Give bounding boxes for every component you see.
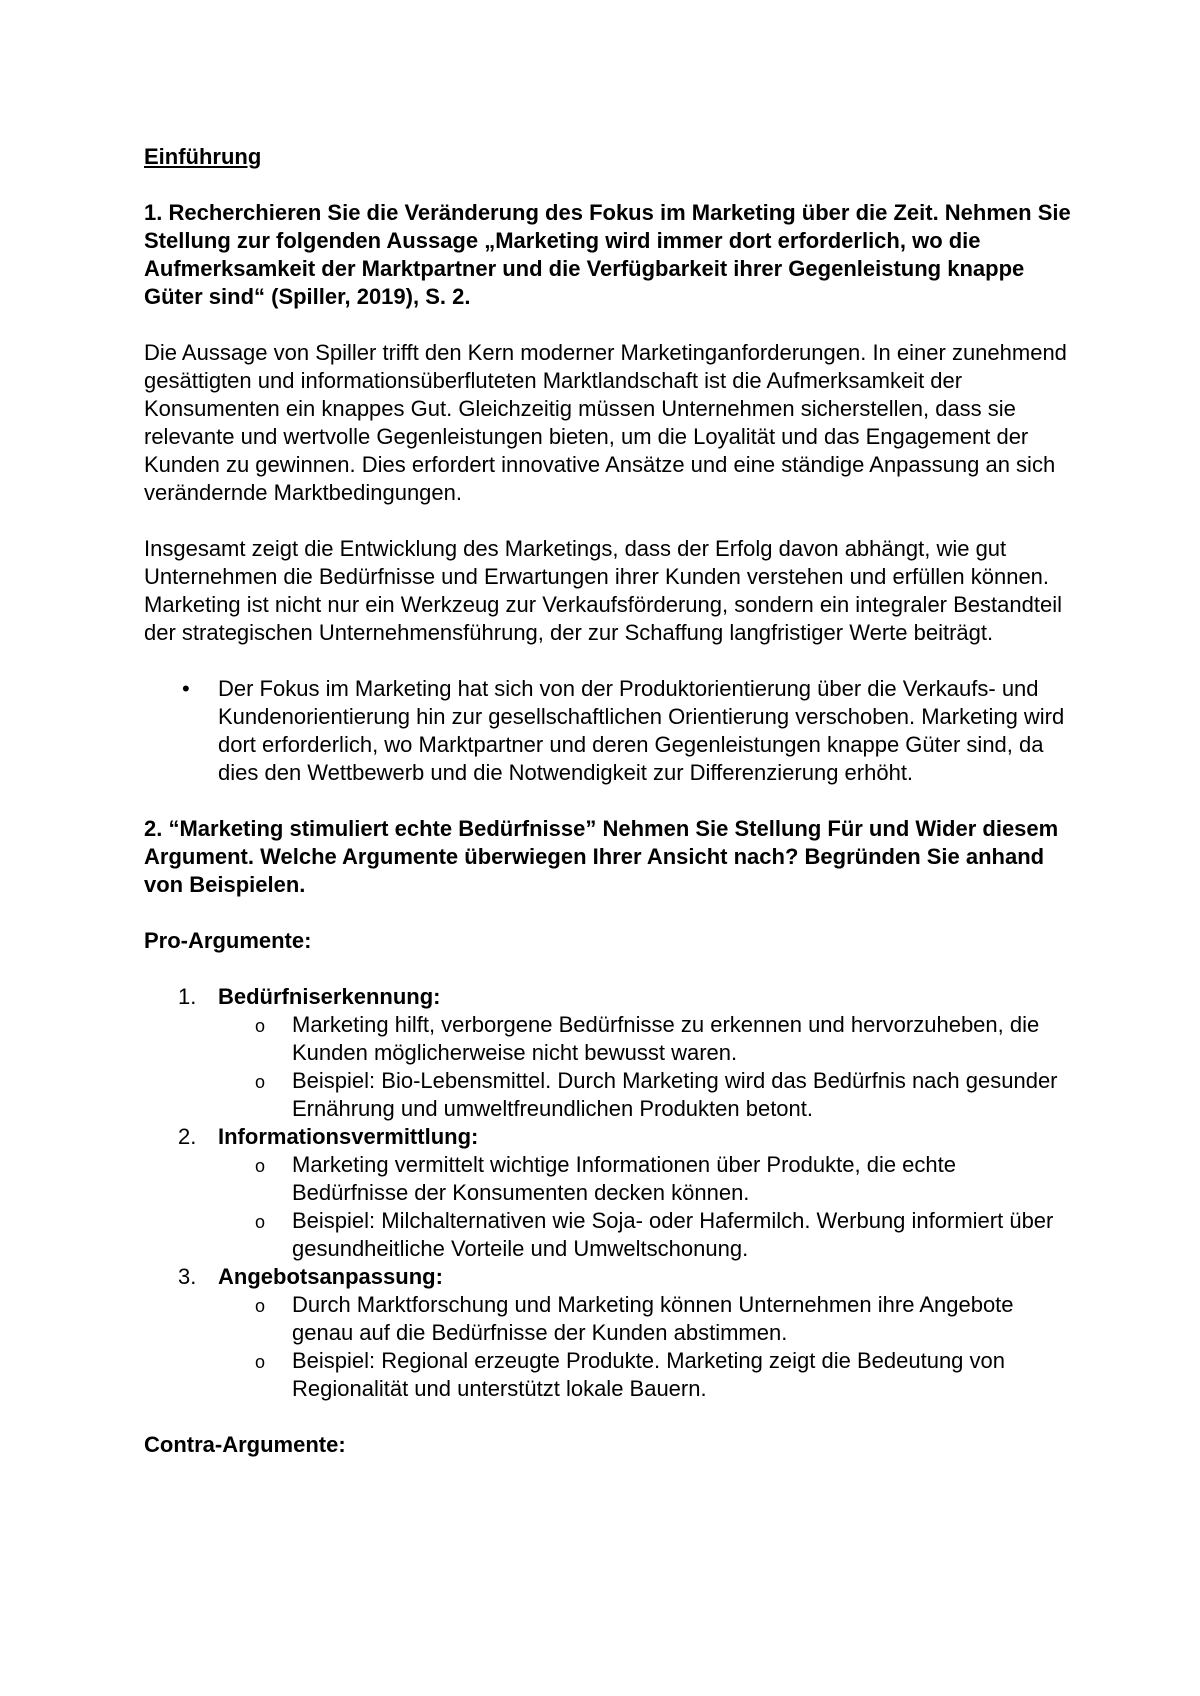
sub-item bbox=[218, 1011, 1074, 1067]
question-2-text: 2. “Marketing stimuliert echte Bedürfnisse” Nehmen Sie Stellung Für und Wider diesem Argument. Welche Argumente überwiegen Ihrer Ansicht nach? Begründen Sie anhand von Beispielen. bbox=[144, 816, 1059, 897]
sub-item-text: Beispiel: Milchalternativen wie Soja- oder Hafermilch. Werbung informiert über gesundheitliche Vorteile und Umweltschonung. bbox=[292, 1208, 1054, 1261]
sub-item bbox=[218, 1151, 1074, 1207]
contra-arguments-label: Contra-Argumente: bbox=[144, 1432, 346, 1457]
pro-argument-item bbox=[144, 1263, 1074, 1403]
bullet-list bbox=[144, 675, 1074, 787]
paragraph-1 bbox=[144, 339, 1074, 507]
sub-list bbox=[218, 1291, 1074, 1403]
bullet-text: Der Fokus im Marketing hat sich von der Produktorientierung über die Verkaufs- und Kundenorientierung hin zur gesellschaftlichen Orientierung verschoben. Marketing wird dort erforderlich, wo Marktpartner und deren Gegenleistungen knappe Güter sind, da dies den Wettbewerb und die Notwendigkeit zur Differenzierung erhöht. bbox=[218, 676, 1065, 785]
item-title: Angebotsanpassung: bbox=[218, 1264, 443, 1289]
circle-bullet-icon: o bbox=[255, 1016, 266, 1036]
sub-list bbox=[218, 1011, 1074, 1123]
circle-bullet-icon: o bbox=[255, 1156, 266, 1176]
sub-item-text: Marketing hilft, verborgene Bedürfnisse zu erkennen und hervorzuheben, die Kunden möglicherweise nicht bewusst waren. bbox=[292, 1012, 1040, 1065]
sub-list bbox=[218, 1151, 1074, 1263]
paragraph-2 bbox=[144, 535, 1074, 647]
circle-bullet-icon: o bbox=[255, 1212, 266, 1232]
item-number: 2. bbox=[178, 1124, 197, 1149]
bullet-item bbox=[144, 675, 1074, 787]
item-title: Informationsvermittlung: bbox=[218, 1124, 479, 1149]
sub-item bbox=[218, 1067, 1074, 1123]
circle-bullet-icon: o bbox=[255, 1296, 266, 1316]
pro-argument-item bbox=[144, 983, 1074, 1123]
question-1-title bbox=[144, 199, 1074, 311]
circle-bullet-icon: o bbox=[255, 1352, 266, 1372]
sub-item-text: Marketing vermittelt wichtige Informationen über Produkte, die echte Bedürfnisse der Konsumenten decken können. bbox=[292, 1152, 956, 1205]
document-content bbox=[144, 143, 1074, 1487]
sub-item-text: Durch Marktforschung und Marketing können Unternehmen ihre Angebote genau auf die Bedürfnisse der Kunden abstimmen. bbox=[292, 1292, 1014, 1345]
pro-arguments-list bbox=[144, 983, 1074, 1403]
sub-item bbox=[218, 1207, 1074, 1263]
question-2-title bbox=[144, 815, 1074, 899]
sub-item-text: Beispiel: Regional erzeugte Produkte. Marketing zeigt die Bedeutung von Regionalität und unterstützt lokale Bauern. bbox=[292, 1348, 1006, 1401]
sub-item-text: Beispiel: Bio-Lebensmittel. Durch Marketing wird das Bedürfnis nach gesunder Ernährung und umweltfreundlichen Produkten betont. bbox=[292, 1068, 1058, 1121]
pro-arguments-label: Pro-Argumente: bbox=[144, 928, 312, 953]
paragraph-1-text: Die Aussage von Spiller trifft den Kern moderner Marketinganforderungen. In einer zunehmend gesättigten und informationsüberfluteten Marktlandschaft ist die Aufmerksamkeit der Konsumenten ein knappes Gut. Gleichzeitig müssen Unternehmen sicherstellen, dass sie relevante und wertvolle Gegenleistungen bieten, um die Loyalität und das Engagement der Kunden zu gewinnen. Dies erfordert innovative Ansätze und eine ständige Anpassung an sich verändernde Marktbedingungen. bbox=[144, 340, 1067, 505]
circle-bullet-icon: o bbox=[255, 1072, 266, 1092]
sub-item bbox=[218, 1347, 1074, 1403]
section-heading: Einführung bbox=[144, 144, 262, 169]
bullet-dot-icon: • bbox=[182, 676, 190, 701]
paragraph-2-text: Insgesamt zeigt die Entwicklung des Marketings, dass der Erfolg davon abhängt, wie gut Unternehmen die Bedürfnisse und Erwartungen ihrer Kunden verstehen und erfüllen können. Marketing ist nicht nur ein Werkzeug zur Verkaufsförderung, sondern ein integraler Bestandteil der strategischen Unternehmensführung, der zur Schaffung langfristiger Werte beiträgt. bbox=[144, 536, 1062, 645]
sub-item bbox=[218, 1291, 1074, 1347]
item-number: 3. bbox=[178, 1264, 197, 1289]
question-1-text: 1. Recherchieren Sie die Veränderung des Fokus im Marketing über die Zeit. Nehmen Sie Stellung zur folgenden Aussage „Marketing wird immer dort erforderlich, wo die Aufmerksamkeit der Marktpartner und die Verfügbarkeit ihrer Gegenleistung knappe Güter sind“ (Spiller, 2019), S. 2. bbox=[144, 200, 1071, 309]
item-title: Bedürfniserkennung: bbox=[218, 984, 441, 1009]
item-number: 1. bbox=[178, 984, 197, 1009]
pro-argument-item bbox=[144, 1123, 1074, 1263]
